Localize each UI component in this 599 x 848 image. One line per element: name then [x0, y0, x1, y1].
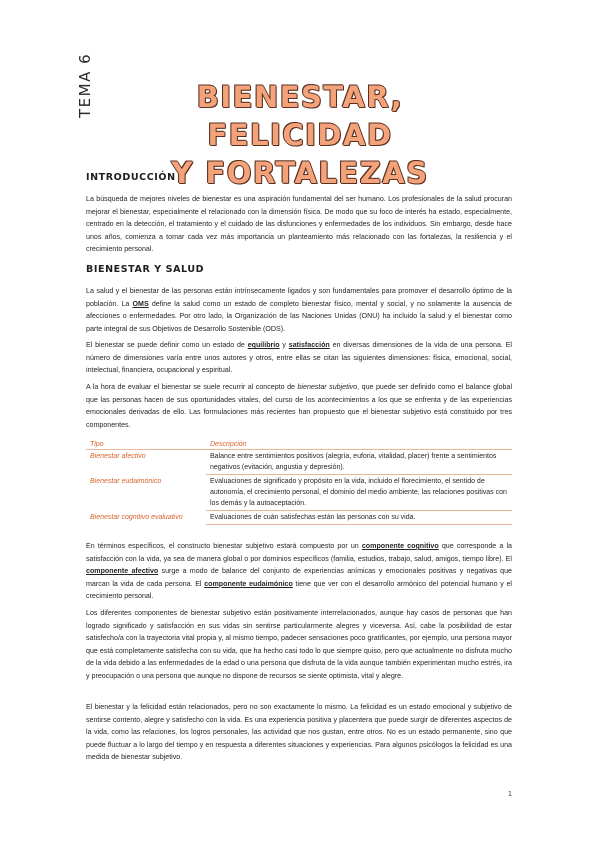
componente-afectivo-term: componente afectivo: [86, 567, 159, 575]
table-cell-desc: Evaluaciones de significado y propósito en la vida, incluido el florecimiento, el sentido de autonomía, el crecimiento personal, el dominio del medio ambiente, las relaciones positivas con los demás y la autoaceptación.: [206, 475, 512, 511]
bienestar-subjetivo-term: bienestar subjetivo: [297, 383, 358, 391]
intro-heading: INTRODUCCIÓN: [86, 172, 176, 183]
text-span: que corresponde a la satisfacción con la vida, ya sea de manera global o por dominios específicos (familia, estudios, trabajo, salud, amigos, tiempo libre). El: [86, 542, 512, 563]
table-row: [86, 511, 512, 525]
intro-paragraph: La búsqueda de mejores niveles de bienestar es una aspiración fundamental del ser humano. Los profesionales de la salud procuran mejorar el bienestar, especialmente el relacionado con la dimensión física. De modo que su foco de interés ha estado, especialmente, centrado en la detección, el tratamiento y el cuidado de las disfunciones y enfermedades de los individuos. Sin embargo, desde hace unos años, comienza a tomar cada vez más importancia un planteamiento más relacionado con las fortalezas, la resiliencia y el crecimiento personal.: [86, 195, 512, 253]
text-span: , que puede ser definido como el balance global que las personas hacen de sus oportunidades vitales, del curso de los acontecimientos a los que se enfrenta y de las experiencias emocionales derivadas de ello. Las formulaciones más recientes han propuesto que el bienestar subjetivo está constituido por tres componentes.: [86, 383, 513, 429]
table-cell-tipo: Bienestar afectivo: [90, 453, 146, 460]
table-cell-tipo: Bienestar cognitivo evaluativo: [90, 513, 183, 521]
satisfaccion-term: satisfacción: [288, 341, 330, 349]
componente-eudaimonico-term: componente eudaimónico: [204, 579, 293, 588]
table-cell-desc: Evaluaciones de cuán satisfechas están las personas con su vida.: [206, 511, 512, 525]
paragraph-definicion: [86, 339, 512, 377]
text-span: El bienestar se puede definir como un estado de: [86, 341, 248, 349]
text-span: en diversas dimensiones de la vida de una persona. El número de dimensiones varía entre unos autores y otros, entre ellas se citan las siguientes dimensiones: física, emocional, social, intelectual, financiera, ocupacional y espiritual.: [86, 341, 512, 374]
title-line-2: Y FORTALEZAS: [171, 156, 429, 190]
title-line-1: BIENESTAR, FELICIDAD: [196, 80, 404, 152]
componentes-table: [86, 440, 512, 525]
tema-label: TEMA 6: [76, 52, 94, 118]
text-span: En términos específicos, el constructo bienestar subjetivo estará compuesto por un: [86, 542, 362, 550]
paragraph-interrelacion: Los diferentes componentes de bienestar subjetivo están positivamente interrelacionados, aunque hay casos de personas que han logrado significado y satisfacción en sus vidas sin sentirse particularmente alegres y viceversa. Así, cabe la posibilidad de estar satisfecho/a con la trayectoria vital propia y, al mismo tiempo, padecer sensaciones poco gratificantes, por ejemplo, una persona mayor que está completamente satisfecha con su vida, que ha hecho casi todo lo que siempre quiso, pero que actualmente no disfruta mucho de la vida debido a las enfermedades de la edad o una persona que disfruta de la vida aunque también experimentan mucho estrés, ira y preocupación o una persona que aunque no dispone de recursos se siente optimista, vital y alegre.: [86, 609, 512, 680]
text-span: define la salud como un estado de completo bienestar físico, mental y social, y no solamente la ausencia de afecciones o enfermedades. Por otro lado, la Organización de las Naciones Unidas (ONU) ha incluido la salud y el bienestar como parte integral de sus Objetivos de Desarrollo Sostenible (ODS).: [86, 299, 512, 333]
bienestar-salud-heading: BIENESTAR Y SALUD: [86, 264, 205, 275]
table-cell-tipo: Bienestar eudaimónico: [90, 477, 162, 485]
text-span: La salud y el bienestar de las personas están intrínsecamente ligados y son fundamentales para promover el desarrollo óptimo de la población. La: [86, 287, 512, 308]
paragraph-salud: [86, 285, 512, 335]
table-header-row: [86, 440, 512, 450]
text-span: tiene que ver con el desarrollo armónico del potencial humano y el crecimiento personal.: [86, 579, 513, 600]
table-row: [86, 475, 512, 511]
table-header-tipo: Tipo: [86, 440, 206, 450]
oms-link[interactable]: OMS: [132, 299, 149, 308]
paragraph-felicidad: El bienestar y la felicidad están relacionados, pero no son exactamente lo mismo. La felicidad es un estado emocional y subjetivo de sentirse contento, alegre y satisfecho con la vida. Es una experiencia positiva y placentera que puede surgir de diferentes aspectos de la vida, como las relaciones, los logros personales, las actividad que nos gustan, entre otros. No es un estado permanente, sino que puede fluctuar a lo largo del tiempo y en respuesta a diferentes situaciones y experiencias. Para algunos psicólogos la felicidad es una medida de bienestar subjetivo.: [86, 703, 512, 761]
page-number: 1: [508, 791, 512, 798]
paragraph-subjetivo: [86, 381, 512, 431]
componente-cognitivo-term: componente cognitivo: [361, 542, 439, 550]
equilibrio-term: equilibrio: [247, 341, 280, 349]
table-cell-desc: Balance entre sentimientos positivos (alegría, euforia, vitalidad, placer) frente a sentimientos negativos (evitación, angustia y depresión).: [206, 450, 512, 475]
paragraph-componentes: [86, 540, 512, 603]
text-span: y: [279, 341, 289, 349]
text-span: surge a modo de balance del conjunto de experiencias anímicas y emocionales positivas y negativas que marcan la vida de cada persona. El: [86, 567, 512, 588]
table-header-descripcion: Descripción: [206, 440, 512, 450]
text-span: A la hora de evaluar el bienestar se suele recurrir al concepto de: [86, 383, 298, 391]
table-row: [86, 450, 512, 475]
